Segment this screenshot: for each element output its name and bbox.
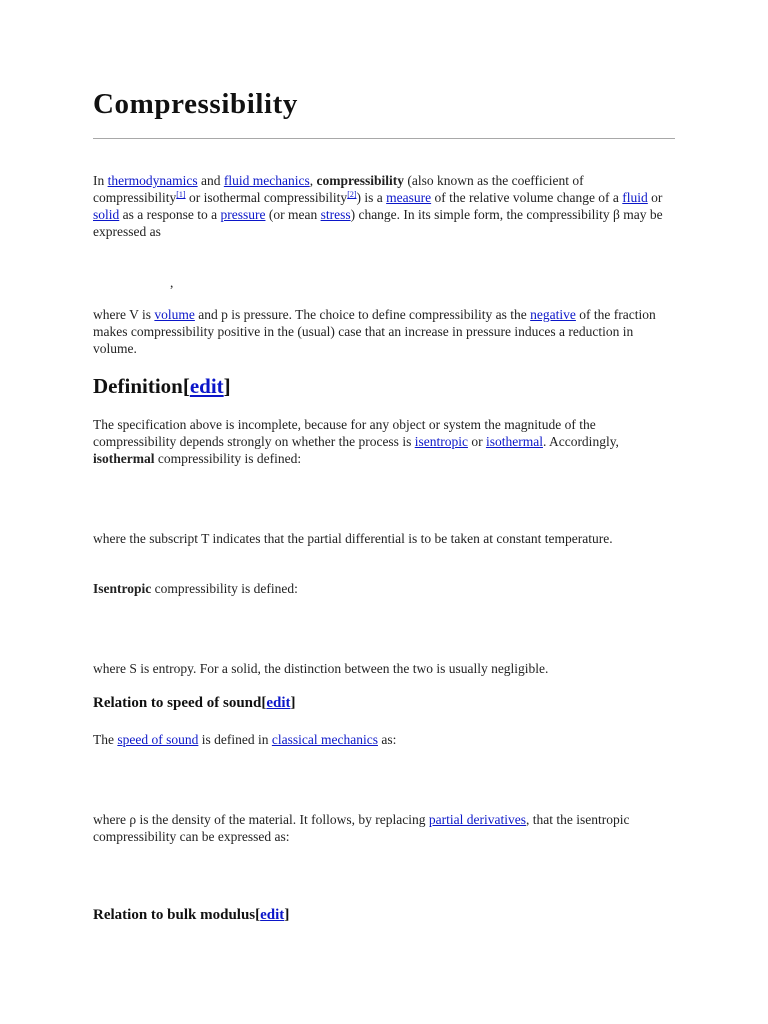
section-heading-definition [93,374,231,399]
text: (also known as the coefficient of compressibility [93,173,584,205]
density-paragraph [93,811,675,845]
text: , [309,173,314,188]
link-measure[interactable]: measure [386,190,432,205]
reference-2[interactable]: [2] [347,190,357,199]
bracket: [ [261,695,267,711]
text: compressibility is defined: [157,451,302,466]
text: and [200,173,221,188]
bold-term: compressibility [316,173,404,188]
heading-text: Definition [93,374,183,398]
bracket: ] [284,907,290,923]
bracket: ] [223,374,231,398]
reference-1[interactable]: [1] [176,190,186,199]
entropy-paragraph: where S is entropy. For a solid, the distinction between the two is usually negligible. [93,661,549,676]
heading-text: Relation to bulk modulus [93,907,256,923]
text: of the relative volume change of a [434,190,619,205]
bracket: [ [255,907,261,923]
link-isothermal[interactable]: isothermal [485,434,543,449]
section-heading-bulk-modulus [93,907,289,924]
formula-trailing-comma: , [170,275,174,290]
link-volume[interactable]: volume [154,307,195,322]
text: and p is pressure. The choice to define compressibility as the [198,307,527,322]
volume-paragraph [93,306,675,357]
text: where V is [93,307,151,322]
subscript-paragraph: where the subscript T indicates that the partial differential is to be taken at constant temperature. [93,531,613,546]
bold-term: isothermal [93,451,155,466]
isentropic-paragraph [93,580,675,597]
text: or [471,434,483,449]
edit-link-definition[interactable]: edit [189,374,224,398]
text: . Accordingly, [542,434,619,449]
heading-text: Relation to speed of sound [93,695,262,711]
intro-paragraph [93,172,675,240]
section-heading-speed-of-sound [93,695,296,712]
text: as a response to a [122,207,218,222]
text: ) change. In its simple form, the compressibility β may be expressed as [93,207,663,239]
bracket: ] [290,695,296,711]
text: as: [381,732,397,747]
link-negative[interactable]: negative [530,307,576,322]
text: The [93,732,114,747]
text: is defined in [201,732,269,747]
link-fluid-mechanics[interactable]: fluid mechanics [223,173,310,188]
bold-term: Isentropic [93,581,152,596]
text: where ρ is the density of the material. It follows, by replacing [93,812,426,827]
title-divider [93,138,675,139]
text: In [93,173,105,188]
link-stress[interactable]: stress [320,207,351,222]
text: , that the isentropic compressibility can be expressed as: [93,812,630,844]
link-isentropic[interactable]: isentropic [414,434,468,449]
link-fluid[interactable]: fluid [622,190,648,205]
text: or [651,190,663,205]
link-thermodynamics[interactable]: thermodynamics [107,173,198,188]
link-partial-derivatives[interactable]: partial derivatives [428,812,526,827]
text: The specification above is incomplete, because for any object or system the magnitude of the compressibility depends strongly on whether the process is [93,417,596,449]
text: ) is a [356,190,383,205]
text: of the fraction makes compressibility positive in the (usual) case that an increase in pressure induces a reduction in volume. [93,307,656,356]
definition-paragraph [93,416,675,467]
bracket: [ [182,374,190,398]
link-speed-of-sound[interactable]: speed of sound [117,732,199,747]
link-classical-mechanics[interactable]: classical mechanics [271,732,378,747]
text: (or mean [268,207,318,222]
link-solid[interactable]: solid [93,207,120,222]
page-title: Compressibility [93,88,299,120]
text: or isothermal compressibility [188,190,348,205]
edit-link-speed-of-sound[interactable]: edit [266,695,291,711]
speed-paragraph [93,731,675,748]
text: compressibility is defined: [154,581,298,596]
edit-link-bulk-modulus[interactable]: edit [260,907,285,923]
link-pressure[interactable]: pressure [220,207,266,222]
